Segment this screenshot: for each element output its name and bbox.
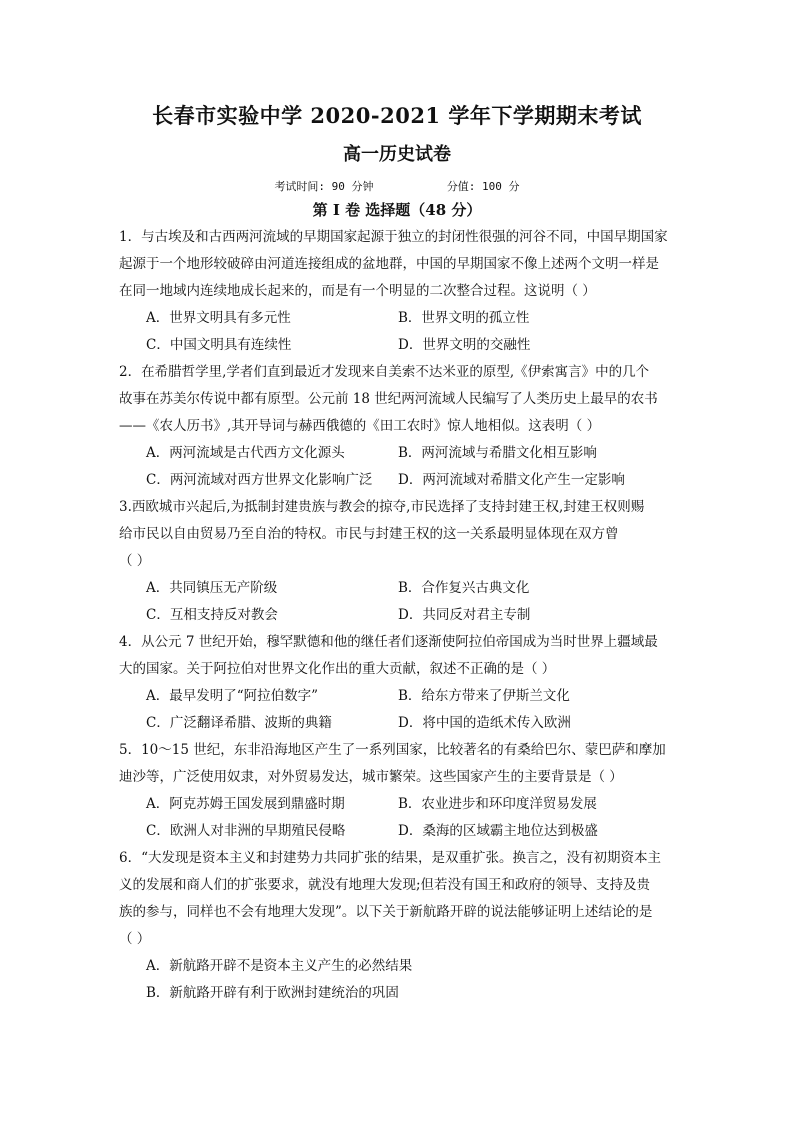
question-5: [119, 737, 679, 791]
question-line: （ ）: [119, 931, 151, 947]
option-c: C．两河流域对西方世界文化影响广泛: [146, 472, 373, 488]
option-b: B．世界文明的孤立性: [398, 310, 530, 326]
question-6: [119, 845, 679, 953]
question-line: 1．与古埃及和古西两河流域的早期国家起源于独立的封闭性很强的河谷不同，中国早期国家: [119, 229, 668, 245]
question-line: 5．10～15 世纪，东非沿海地区产生了一系列国家，比较著名的有桑给巴尔、蒙巴萨和摩加: [119, 742, 666, 758]
option-b: B．合作复兴古典文化: [398, 580, 530, 596]
question-line: 6．“大发现是资本主义和封建势力共同扩张的结果，是双重扩张。换言之，没有初期资本主: [119, 850, 661, 866]
option-d: D．桑海的区域霸主地位达到极盛: [398, 823, 598, 839]
question-line: 2．在希腊哲学里,学者们直到最近才发现来自美索不达米亚的原型,《伊索寓言》中的几个: [119, 364, 650, 380]
question-line: 故事在苏美尔传说中都有原型。公元前 18 世纪两河流域人民编写了人类历史上最早的农书: [119, 391, 658, 407]
question-5-options: [146, 791, 676, 845]
question-line: 起源于一个地形较破碎由河道连接组成的盆地群，中国的早期国家不像上述两个文明一样是: [119, 256, 659, 272]
question-line: 迪沙等，广泛使用奴隶，对外贸易发达，城市繁荣。这些国家产生的主要背景是（ ）: [119, 769, 623, 785]
option-c: C．欧洲人对非洲的早期殖民侵略: [146, 823, 346, 839]
question-line: 族的参与，同样也不会有地理大发现”。以下关于新航路开辟的说法能够证明上述结论的是: [119, 904, 653, 920]
option-c: C．广泛翻译希腊、波斯的典籍: [146, 715, 332, 731]
option-b: B．农业进步和环印度洋贸易发展: [398, 796, 597, 812]
question-line: ——《农人历书》,其开导词与赫西俄德的《田工农时》惊人地相似。这表明（ ）: [119, 418, 601, 434]
exam-meta: [0, 178, 794, 194]
option-b: B．两河流域与希腊文化相互影响: [398, 445, 597, 461]
question-2-options: [146, 440, 676, 494]
option-a: A．阿克苏姆王国发展到鼎盛时期: [146, 796, 345, 812]
question-line: 在同一地域内连续地成长起来的，而是有一个明显的二次整合过程。这说明（ ）: [119, 283, 596, 299]
option-a: A．两河流域是古代西方文化源头: [146, 445, 345, 461]
option-c: C．互相支持反对教会: [146, 607, 278, 623]
option-c: C．中国文明具有连续性: [146, 337, 292, 353]
question-line: 给市民以自由贸易乃至自治的特权。市民与封建王权的这一关系最明显体现在双方曾: [119, 526, 619, 542]
option-d: D．两河流域对希腊文化产生一定影响: [398, 472, 625, 488]
question-line: 义的发展和商人们的扩张要求，就没有地理大发现;但若没有国王和政府的领导、支持及贵: [119, 877, 651, 893]
question-3: [119, 494, 679, 575]
exam-time: 考试时间: 90 分钟: [274, 180, 374, 193]
option-a: A．新航路开辟不是资本主义产生的必然结果: [146, 958, 413, 974]
exam-title: 长春市实验中学 2020-2021 学年下学期期末考试: [152, 103, 642, 128]
section-heading: 第 I 卷 选择题（48 分）: [312, 201, 482, 219]
exam-subtitle: 高一历史试卷: [343, 144, 451, 165]
question-line: （ ）: [119, 553, 151, 569]
option-a: A．最早发明了“阿拉伯数字”: [146, 688, 319, 704]
option-d: D．世界文明的交融性: [398, 337, 531, 353]
question-line: 3.西欧城市兴起后,为抵制封建贵族与教会的掠夺,市民选择了支持封建王权,封建王权则赐: [119, 499, 645, 515]
exam-score: 分值: 100 分: [446, 180, 520, 193]
option-a: A．世界文明具有多元性: [146, 310, 291, 326]
question-2: [119, 359, 679, 440]
option-d: D．将中国的造纸术传入欧洲: [398, 715, 571, 731]
option-d: D．共同反对君主专制: [398, 607, 531, 623]
option-a: A．共同镇压无产阶级: [146, 580, 278, 596]
question-1: [119, 224, 679, 305]
question-line: 4．从公元 7 世纪开始，穆罕默德和他的继任者们逐渐使阿拉伯帝国成为当时世界上疆域最: [119, 634, 658, 650]
question-1-options: [146, 305, 676, 359]
question-line: 大的国家。关于阿拉伯对世界文化作出的重大贡献，叙述不正确的是（ ）: [119, 661, 556, 677]
question-3-options: [146, 575, 676, 629]
option-b: B．新航路开辟有利于欧洲封建统治的巩固: [146, 985, 399, 1001]
option-b: B．给东方带来了伊斯兰文化: [398, 688, 570, 704]
question-4: [119, 629, 679, 683]
question-4-options: [146, 683, 676, 737]
